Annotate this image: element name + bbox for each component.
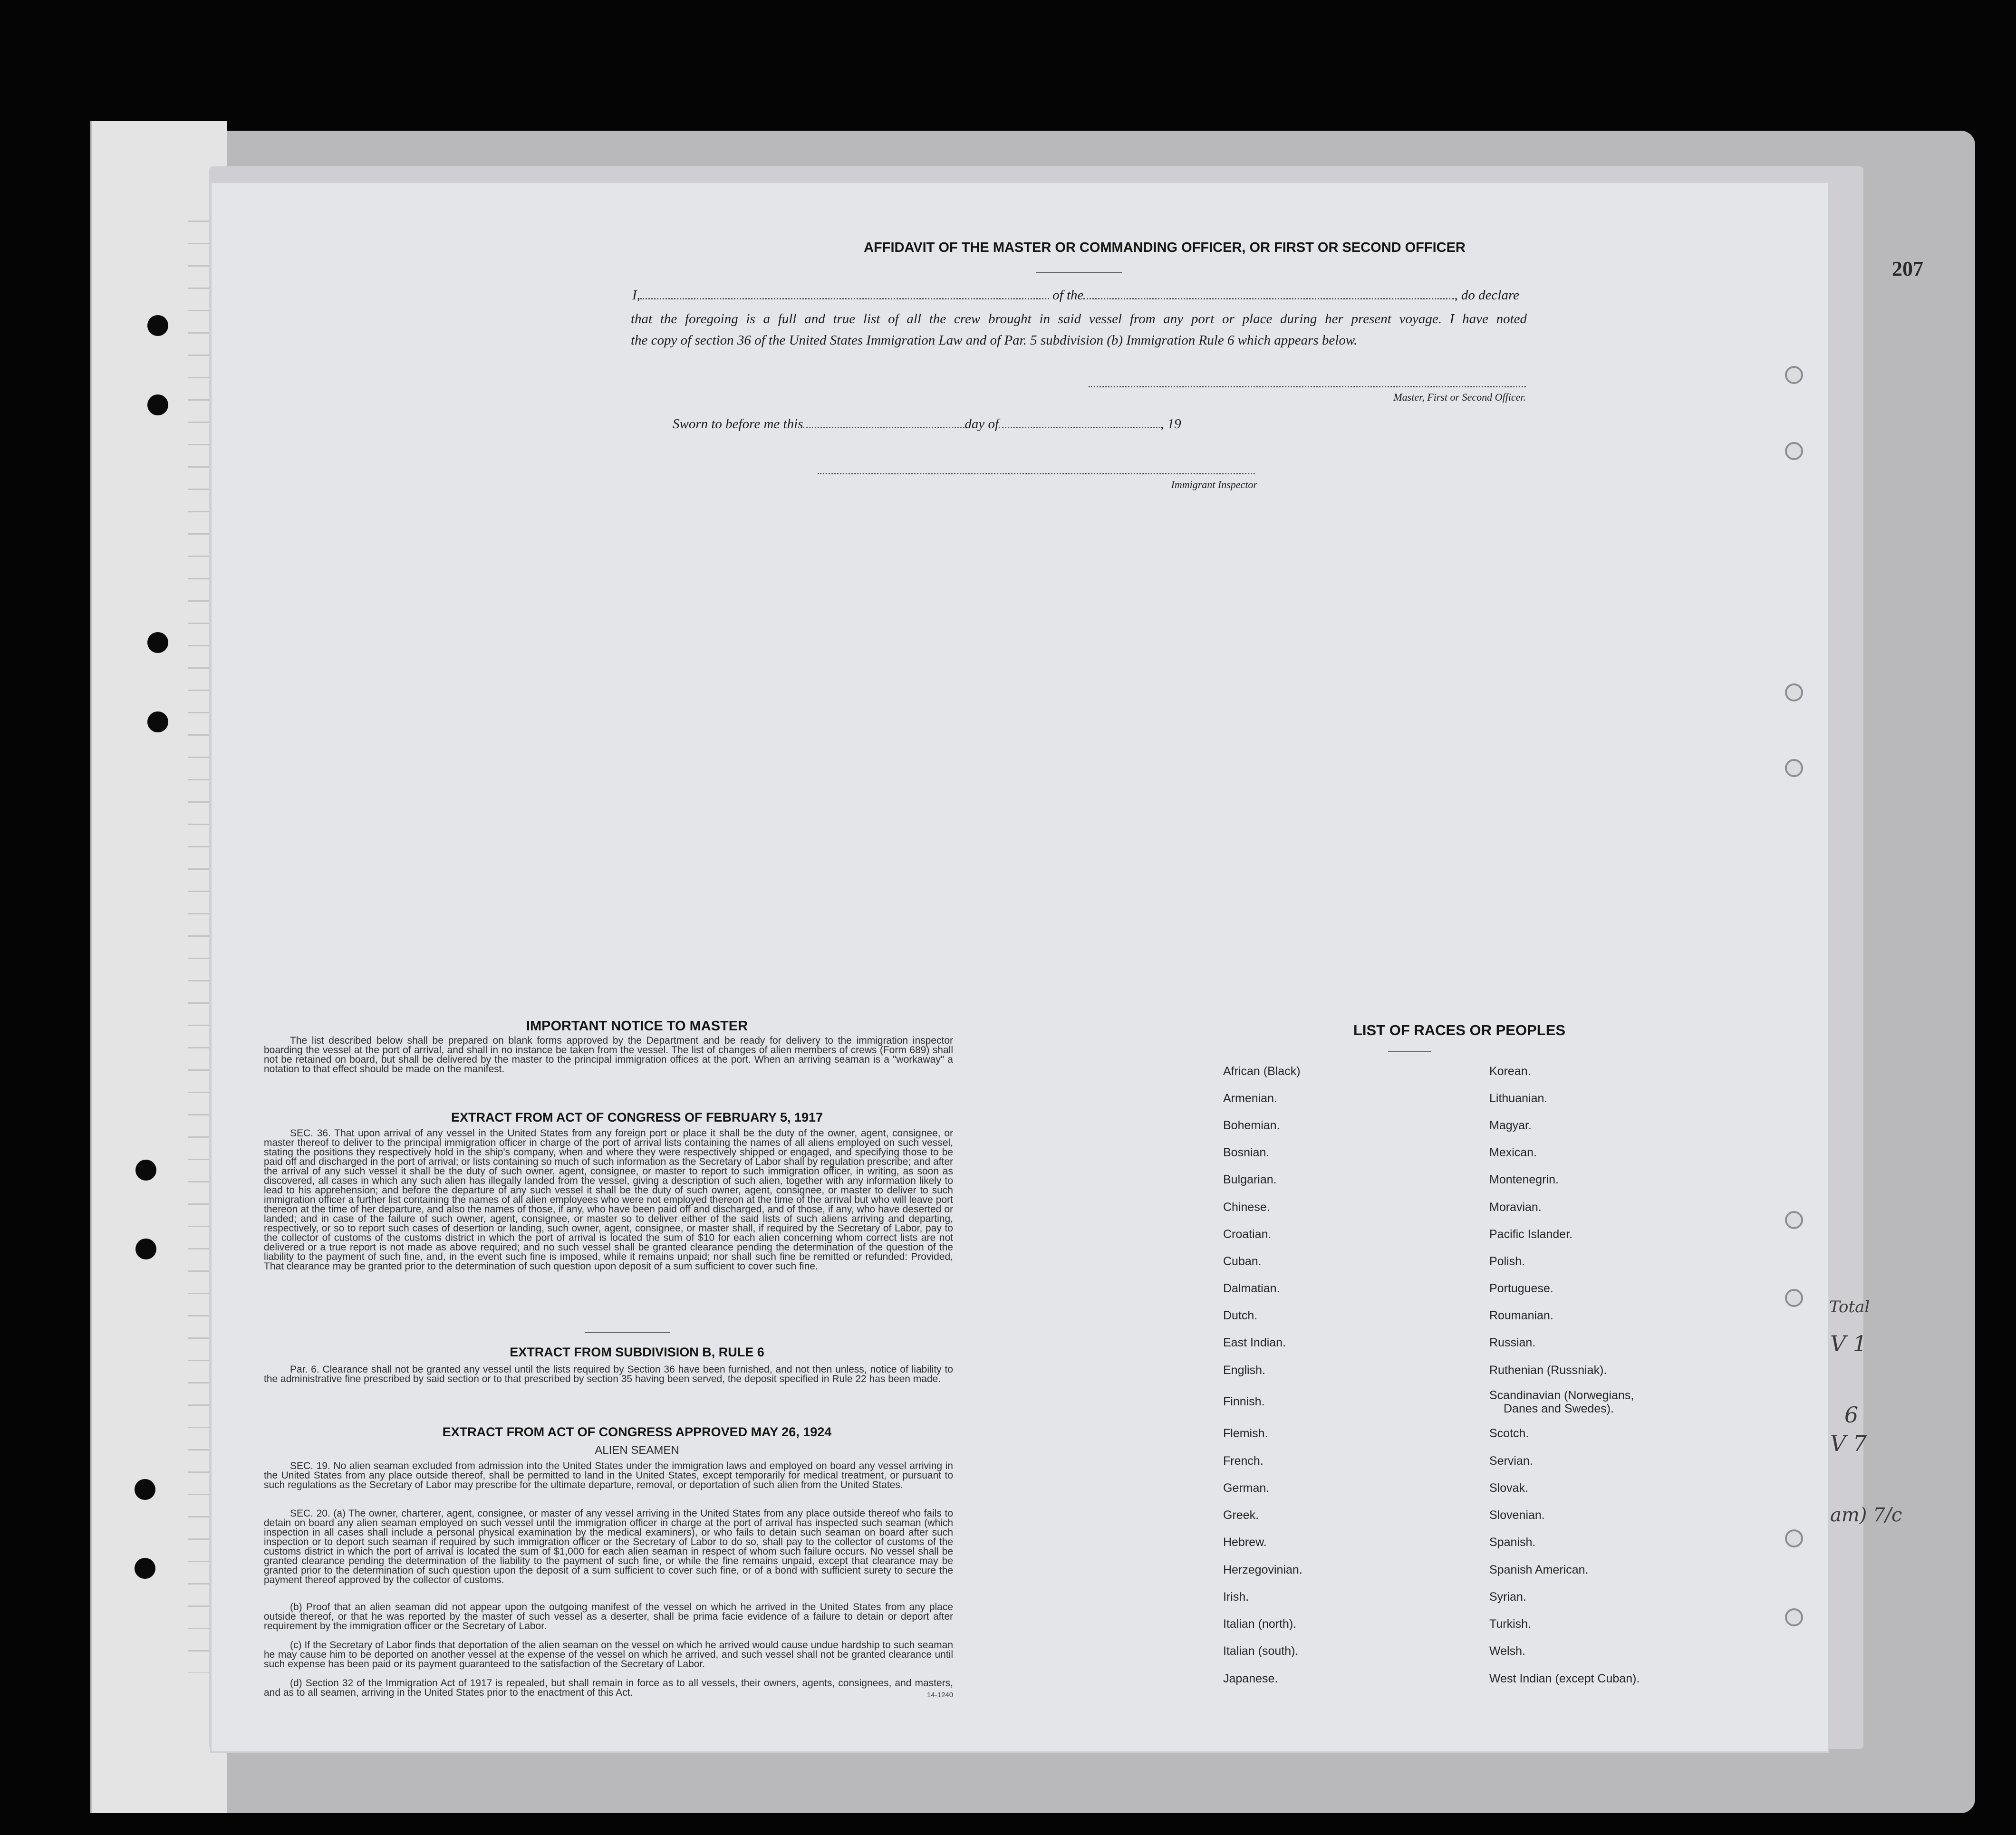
vessel-blank[interactable]	[1083, 298, 1454, 299]
race-item: Armenian.	[1223, 1092, 1277, 1105]
race-item: Magyar.	[1489, 1119, 1532, 1132]
year-label: , 19	[1160, 416, 1181, 432]
race-item: Spanish American.	[1489, 1563, 1589, 1576]
race-item: Ruthenian (Russniak).	[1489, 1364, 1607, 1377]
day-of-label: day of	[965, 416, 999, 432]
form-number: 14-1240	[927, 1691, 954, 1699]
race-item: Italian (north).	[1223, 1617, 1297, 1631]
race-item: Korean.	[1489, 1065, 1531, 1078]
extract-1924-sec20a: SEC. 20. (a) The owner, charterer, agent, consignee, or master of any vessel arriving in the United States from any place outside thereof who fails to detain on board any alien seaman employed on such vessel until the immigration officer in charge at the port of arrival has inspected such seaman (which inspection in all cases shall include a personal physical examination by the medical examiners), or who fails to detain such seaman on board after such inspection or to deport such seaman if required by such immigration officer or the Secretary of Labor to do so, shall pay to the collector of customs of the customs district in which the port of arrival is located the sum of $1,000 for each alien seaman in respect of whom such failure occurs. No vessel shall be granted clearance pending the determination of the liability to the payment of such fine, or while the fine remains unpaid, except that clearance may be granted prior to the determination of such question upon the deposit of a sum sufficient to cover such fine, or of a bond with sufficient surety to secure the payment thereof approved by the collector of customs.	[264, 1508, 953, 1585]
race-item: West Indian (except Cuban).	[1489, 1672, 1640, 1685]
of-the-label: of the	[1052, 288, 1084, 303]
extract-1917-title: EXTRACT FROM ACT OF CONGRESS OF FEBRUARY 5, 1917	[451, 1110, 823, 1124]
race-item: African (Black)	[1223, 1065, 1301, 1078]
extract-1924-sec20c: (c) If the Secretary of Labor finds that deportation of the alien seaman on the vessel on which he arrived would cause undue hardship to such seaman he may cause him to be deported on another vessel at the expense of the vessel on which he arrived, and such vessel shall not be granted clearance until such expense has been paid or its payment guaranteed to the satisfaction of the Secretary of Labor.	[264, 1640, 953, 1670]
margin-note: am) 7/c	[1830, 1504, 1902, 1526]
punch-hole	[135, 1558, 155, 1579]
punch-hole	[147, 315, 168, 336]
sworn-month-blank[interactable]	[999, 427, 1160, 428]
race-item: Scotch.	[1489, 1427, 1529, 1440]
race-item: Japanese.	[1223, 1672, 1278, 1685]
signature-line[interactable]	[1089, 386, 1526, 387]
inspector-caption: Immigrant Inspector	[1171, 479, 1257, 490]
race-item: Croatian.	[1223, 1228, 1272, 1241]
ring-hole	[1785, 1211, 1803, 1229]
race-item: Russian.	[1489, 1336, 1536, 1349]
race-item: Dutch.	[1223, 1309, 1258, 1322]
extract-rule6-title: EXTRACT FROM SUBDIVISION B, RULE 6	[510, 1345, 764, 1359]
race-item: Syrian.	[1489, 1590, 1526, 1604]
race-item: Hebrew.	[1223, 1536, 1267, 1549]
race-item: Slovak.	[1489, 1481, 1528, 1495]
ring-hole	[1785, 442, 1803, 460]
race-item: Herzegovinian.	[1223, 1563, 1302, 1576]
affidavit-line-1	[632, 288, 1526, 303]
race-item: Danes and Swedes).	[1504, 1402, 1614, 1415]
ring-hole	[1785, 683, 1803, 701]
extract-1924-sec20b: (b) Proof that an alien seaman did not appear upon the outgoing manifest of the vessel on which he arrived in the United States from any place outside thereof, or that he was reported by the master of such vessel as a deserter, shall be prima facie evidence of a failure to detain or deport after requirement by the immigration officer or the Secretary of Labor.	[264, 1602, 953, 1632]
sworn-label: Sworn to before me this	[673, 416, 803, 432]
sworn-line	[673, 416, 1291, 432]
race-item: Mexican.	[1489, 1146, 1537, 1159]
affidavit-line-2: that the foregoing is a full and true list of all the crew brought in said vessel from any port or place during her present voyage. I have noted	[631, 311, 1527, 327]
punch-hole	[135, 1160, 156, 1181]
extract-rule6-text: Par. 6. Clearance shall not be granted any vessel until the lists required by Section 36 have been furnished, and not then unless, notice of liability to the administrative fine prescribed by said section or to that prescribed by section 35 having been served, the deposit specified in Rule 22 has been made.	[264, 1364, 953, 1384]
margin-note: Total	[1829, 1297, 1870, 1316]
race-item: Bohemian.	[1223, 1119, 1280, 1132]
race-item: Polish.	[1489, 1255, 1525, 1268]
race-item: Lithuanian.	[1489, 1092, 1548, 1105]
ring-hole	[1785, 759, 1803, 777]
race-item: Roumanian.	[1489, 1309, 1553, 1322]
punch-hole	[147, 711, 168, 732]
race-item: Flemish.	[1223, 1427, 1268, 1440]
race-item: Moravian.	[1489, 1201, 1542, 1214]
ring-hole	[1785, 1529, 1803, 1547]
affidavit-line-3: the copy of section 36 of the United States Immigration Law and of Par. 5 subdivision (b) Immigration Rule 6 which appears below.	[631, 333, 1358, 348]
race-item: Slovenian.	[1489, 1508, 1545, 1522]
divider	[1036, 272, 1122, 273]
race-item: Finnish.	[1223, 1395, 1265, 1408]
affidavit-title: AFFIDAVIT OF THE MASTER OR COMMANDING OFFICER, OR FIRST OR SECOND OFFICER	[864, 240, 1466, 255]
punch-hole	[135, 1239, 156, 1259]
notice-text: The list described below shall be prepared on blank forms approved by the Department and be ready for delivery to the immigration inspector boarding the vessel at the port of arrival, and shall in no instance be taken from the vessel. The list of changes of alien members of crews (Form 689) shall not be retained on board, but shall be delivered by the master to the principal immigration offices at the port. When an arriving seaman is a "workaway" a notation to that effect should be made on the manifest.	[264, 1035, 953, 1075]
race-item: Montenegrin.	[1489, 1173, 1559, 1186]
race-item: Bosnian.	[1223, 1146, 1270, 1159]
race-item: Welsh.	[1489, 1644, 1525, 1658]
extract-1924-title: EXTRACT FROM ACT OF CONGRESS APPROVED MAY 26, 1924	[442, 1425, 832, 1439]
race-item: English.	[1223, 1364, 1265, 1377]
extract-1924-sec19: SEC. 19. No alien seaman excluded from admission into the United States under the immigration laws and employed on board any vessel arriving in the United States from any place outside thereof, shall be permitted to land in the United States, except temporarily for medical treatment, or pursuant to such regulations as the Secretary of Labor may prescribe for the ultimate departure, removal, or deportation of such alien from the United States.	[264, 1460, 953, 1490]
inspector-line[interactable]	[818, 473, 1255, 474]
race-item: Italian (south).	[1223, 1644, 1299, 1658]
race-item: Spanish.	[1489, 1536, 1536, 1549]
margin-note: 6	[1844, 1402, 1859, 1428]
race-item: Cuban.	[1223, 1255, 1262, 1268]
races-title: LIST OF RACES OR PEOPLES	[1353, 1022, 1566, 1038]
sheet-number: 207	[1892, 257, 1923, 280]
race-item: Pacific Islander.	[1489, 1228, 1573, 1241]
ring-hole	[1785, 1608, 1803, 1626]
punch-hole	[147, 632, 168, 653]
i-label: I,	[632, 288, 640, 303]
race-item: East Indian.	[1223, 1336, 1286, 1349]
ring-hole	[1785, 1289, 1803, 1307]
race-item: Irish.	[1223, 1590, 1249, 1604]
punch-hole	[147, 394, 168, 415]
race-item: Chinese.	[1223, 1201, 1270, 1214]
name-blank[interactable]	[640, 298, 1049, 299]
race-item: Bulgarian.	[1223, 1173, 1277, 1186]
margin-note: V 7	[1830, 1431, 1867, 1456]
divider	[1388, 1051, 1431, 1052]
ring-hole	[1785, 366, 1803, 384]
race-item: Dalmatian.	[1223, 1282, 1280, 1295]
race-item: Turkish.	[1489, 1617, 1531, 1631]
extract-1917-text: SEC. 36. That upon arrival of any vessel in the United States from any foreign port or place it shall be the duty of the owner, agent, consignee, or master thereof to deliver to the principal immigration officer in charge of the port of arrival lists containing the names of all aliens employed on such vessel, stating the positions they respectively hold in the ship's company, when and where they were respectively shipped or engaged, and specifying those to be paid off and discharged in the port of arrival; or lists containing so much of such information as the Secretary of Labor shall by regulation prescribe; and after the arrival of any such vessel it shall be the duty of such owner, agent, consignee, or master to report to such immigration officer, in writing, as soon as discovered, all cases in which any such alien has illegally landed from the vessel, giving a description of such alien, together with any information likely to lead to his apprehension; and before the departure of any such vessel it shall be the duty of such owner, agent, consignee, or master to deliver to such immigration officer a further list containing the names of all alien employees who were not employed thereon at the time of the arrival but who will leave port thereon at the time of her departure, and also the names of those, if any, who have been paid off and discharged, and of those, if any, who have deserted or landed; and in case of the failure of such owner, agent, consignee, or master so to deliver either of the said lists of such aliens arriving and departing, respectively, or so to report such cases of desertion or landing, such owner, agent, consignee, or master shall, if required by the Secretary of Labor, pay to the collector of customs of the customs district in which the port of arrival is located the sum of $10 for each alien concerning whom correct lists are not delivered or a true report is not made as above required; and no such vessel shall be granted clearance pending the determination of the question of the liability to the payment of such fine, and, in the event such fine is imposed, while it remains unpaid; nor shall such fine be remitted or refunded: Provided, That clearance may be granted prior to the determination of such question upon deposit of a sum sufficient to cover such fine.	[264, 1128, 953, 1272]
extract-1924-sec20d: (d) Section 32 of the Immigration Act of 1917 is repealed, but shall remain in force as to all vessels, their owners, agents, consignees, and masters, and as to all seamen, arriving in the United States prior to the enactment of this Act.	[264, 1678, 953, 1698]
punch-hole	[135, 1479, 155, 1500]
race-item: Greek.	[1223, 1508, 1259, 1522]
notice-title: IMPORTANT NOTICE TO MASTER	[526, 1018, 748, 1034]
sworn-day-blank[interactable]	[803, 427, 965, 428]
declare-label: , do declare	[1454, 288, 1520, 303]
margin-note: V 1	[1830, 1331, 1867, 1356]
extract-1924-subtitle: ALIEN SEAMEN	[595, 1444, 679, 1457]
race-item: Portuguese.	[1489, 1282, 1553, 1295]
race-item: French.	[1223, 1454, 1264, 1468]
divider	[585, 1332, 670, 1333]
signature-caption: Master, First or Second Officer.	[1393, 391, 1526, 403]
race-item: German.	[1223, 1481, 1270, 1495]
race-item: Servian.	[1489, 1454, 1533, 1468]
race-item: Scandinavian (Norwegians,	[1489, 1389, 1634, 1402]
